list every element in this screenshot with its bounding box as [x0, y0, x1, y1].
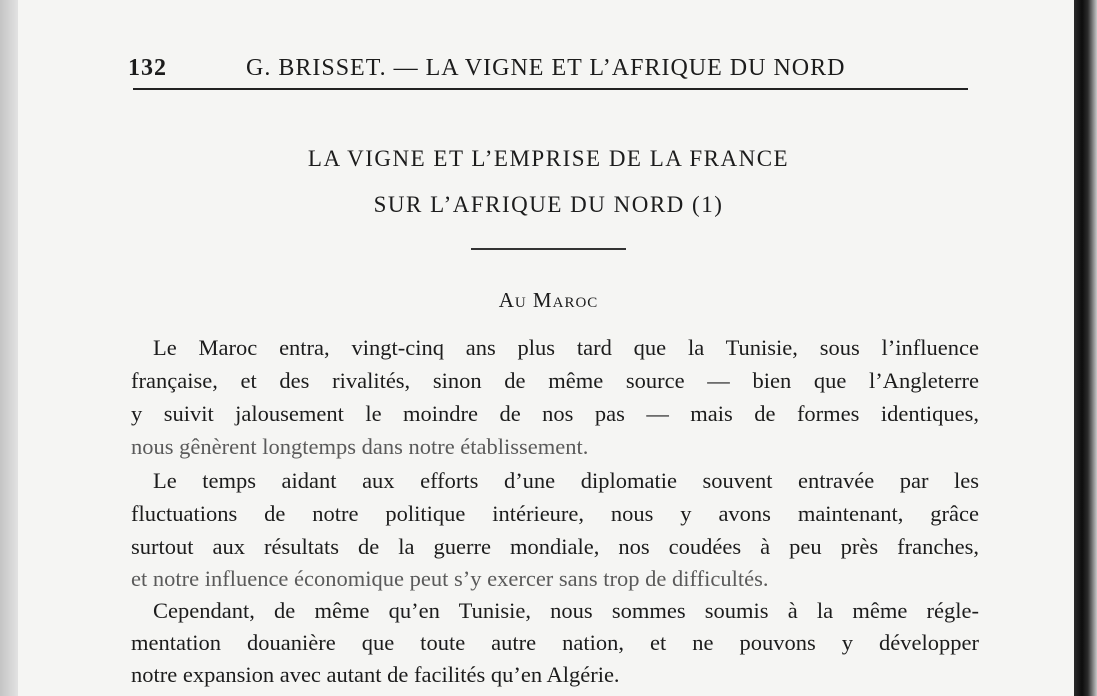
header-rule	[133, 88, 968, 90]
article-title-line-1: LA VIGNE ET L’EMPRISE DE LA FRANCE	[307, 146, 790, 171]
paragraph-3-line-3: notre expansion avec autant de facilités qu’en Algérie.	[131, 662, 620, 687]
paragraph-3-line-1: Cependant, de même qu’en Tunisie, nous sommes soumis à la même régle-	[153, 598, 979, 623]
running-title: G. BRISSET. — LA VIGNE ET L’AFRIQUE DU NORD	[246, 55, 846, 81]
paragraph-2-line-2: fluctuations de notre politique intérieure, nous y avons maintenant, grâce	[131, 501, 979, 526]
paragraph-2-line-3: surtout aux résultats de la guerre mondiale, nos coudées à peu près franches,	[131, 534, 979, 559]
title-separator-rule	[471, 248, 626, 250]
book-spine-shadow	[1074, 0, 1097, 696]
paragraph-2-line-4: et notre influence économique peut s’y exercer sans trop de difficultés.	[131, 566, 769, 591]
section-heading: Au Maroc	[498, 288, 599, 312]
scan-left-margin	[0, 0, 18, 696]
paragraph-1-line-4: nous gênèrent longtemps dans notre établissement.	[131, 434, 589, 459]
article-title-line-2: SUR L’AFRIQUE DU NORD (1)	[373, 192, 724, 217]
running-header	[128, 53, 968, 83]
paragraph-1-line-2: française, et des rivalités, sinon de même source — bien que l’Angleterre	[131, 368, 979, 393]
page-number: 132	[128, 55, 167, 81]
paragraph-1-line-3: y suivit jalousement le moindre de nos pas — mais de formes identiques,	[131, 401, 979, 426]
paragraph-2-line-1: Le temps aidant aux efforts d’une diplomatie souvent entravée par les	[153, 468, 979, 493]
paragraph-3-line-2: mentation douanière que toute autre nation, et ne pouvons y développer	[131, 630, 979, 655]
paragraph-1-line-1: Le Maroc entra, vingt-cinq ans plus tard que la Tunisie, sous l’influence	[153, 335, 979, 360]
